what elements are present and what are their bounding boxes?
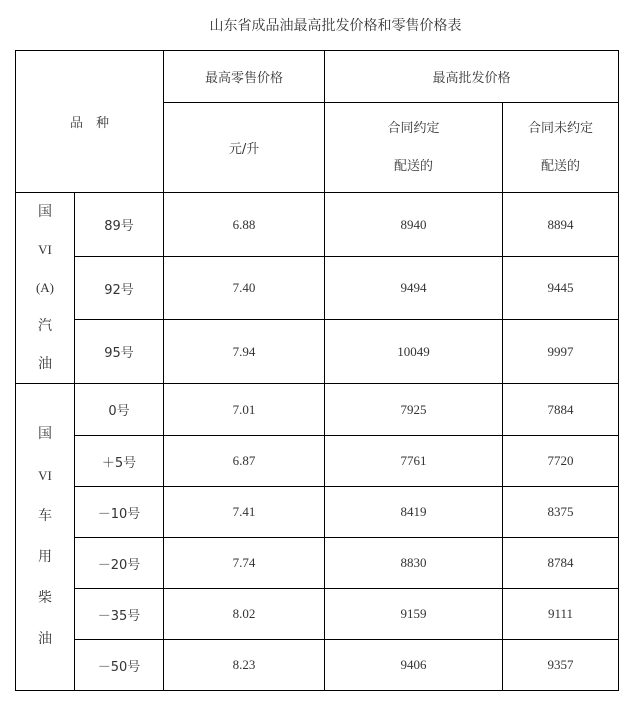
group-label-char: 车	[38, 508, 52, 524]
unit-label: 元/升	[228, 142, 260, 157]
grade-cell: 89号	[75, 193, 164, 257]
retail-price-cell: 8.23	[164, 640, 325, 691]
grade-cell: －35号	[75, 589, 164, 640]
grade-cell: 95号	[75, 320, 164, 384]
non-contract-price-cell: 8375	[503, 487, 619, 538]
no-contract-delivery-header	[503, 103, 619, 193]
contract-delivery-line-2: 配送的	[394, 158, 434, 174]
contract-price-cell: 9159	[325, 589, 503, 640]
contract-delivery-header	[325, 103, 503, 193]
contract-price-cell: 7761	[325, 436, 503, 487]
group-label-char: 油	[37, 356, 52, 372]
table-row	[16, 320, 619, 384]
non-contract-price-cell: 7884	[503, 384, 619, 436]
non-contract-price-cell: 7720	[503, 436, 619, 487]
retail-price-cell: 7.74	[164, 538, 325, 589]
group-label-char: 用	[38, 549, 52, 565]
retail-price-cell: 7.41	[164, 487, 325, 538]
table-row	[16, 487, 619, 538]
retail-price-cell: 6.88	[164, 193, 325, 257]
retail-price-cell: 7.01	[164, 384, 325, 436]
gasoline-group-label	[16, 193, 75, 384]
group-label-char: 汽	[37, 318, 52, 334]
contract-delivery-line-1: 合同约定	[387, 120, 440, 136]
grade-cell: －20号	[75, 538, 164, 589]
non-contract-price-cell: 9997	[503, 320, 619, 384]
grade-cell: 92号	[75, 257, 164, 320]
contract-price-cell: 8940	[325, 193, 503, 257]
grade-cell: －50号	[75, 640, 164, 691]
retail-price-cell: 7.94	[164, 320, 325, 384]
table-row	[16, 436, 619, 487]
contract-price-cell: 7925	[325, 384, 503, 436]
grade-cell: 0号	[75, 384, 164, 436]
non-contract-price-cell: 8894	[503, 193, 619, 257]
table-row	[16, 538, 619, 589]
retail-price-cell: 8.02	[164, 589, 325, 640]
non-contract-price-cell: 9445	[503, 257, 619, 320]
non-contract-price-cell: 9357	[503, 640, 619, 691]
price-table	[15, 50, 619, 691]
group-label-char: VI	[38, 468, 52, 483]
variety-header	[16, 51, 164, 193]
retail-price-cell: 6.87	[164, 436, 325, 487]
wholesale-max-label: 最高批发价格	[432, 71, 511, 86]
table-row	[16, 384, 619, 436]
group-label-char: 油	[38, 631, 52, 647]
wholesale-max-header	[325, 51, 619, 103]
group-label-char: 国	[38, 426, 52, 442]
table-row	[16, 589, 619, 640]
table-row	[16, 257, 619, 320]
table-row	[16, 193, 619, 257]
contract-price-cell: 8419	[325, 487, 503, 538]
grade-cell: －10号	[75, 487, 164, 538]
contract-price-cell: 9494	[325, 257, 503, 320]
contract-price-cell: 9406	[325, 640, 503, 691]
header-row-1	[16, 51, 619, 103]
retail-price-cell: 7.40	[164, 257, 325, 320]
non-contract-price-cell: 8784	[503, 538, 619, 589]
non-contract-price-cell: 9111	[503, 589, 619, 640]
group-label-char: VI	[38, 242, 52, 257]
variety-header-label: 品 种	[70, 116, 110, 131]
unit-header	[164, 103, 325, 193]
no-contract-delivery-line-2: 配送的	[541, 158, 581, 174]
group-label-char: 国	[37, 204, 52, 220]
diesel-group-label	[16, 384, 75, 691]
no-contract-delivery-line-1: 合同未约定	[528, 120, 594, 136]
table-row	[16, 640, 619, 691]
page-title: 山东省成品油最高批发价格和零售价格表	[209, 18, 462, 34]
contract-price-cell: 8830	[325, 538, 503, 589]
group-label-char: 柴	[38, 590, 52, 606]
contract-price-cell: 10049	[325, 320, 503, 384]
retail-max-header	[164, 51, 325, 103]
group-label-char: (A)	[35, 280, 55, 295]
retail-max-label: 最高零售价格	[205, 71, 284, 86]
grade-cell: ＋5号	[75, 436, 164, 487]
